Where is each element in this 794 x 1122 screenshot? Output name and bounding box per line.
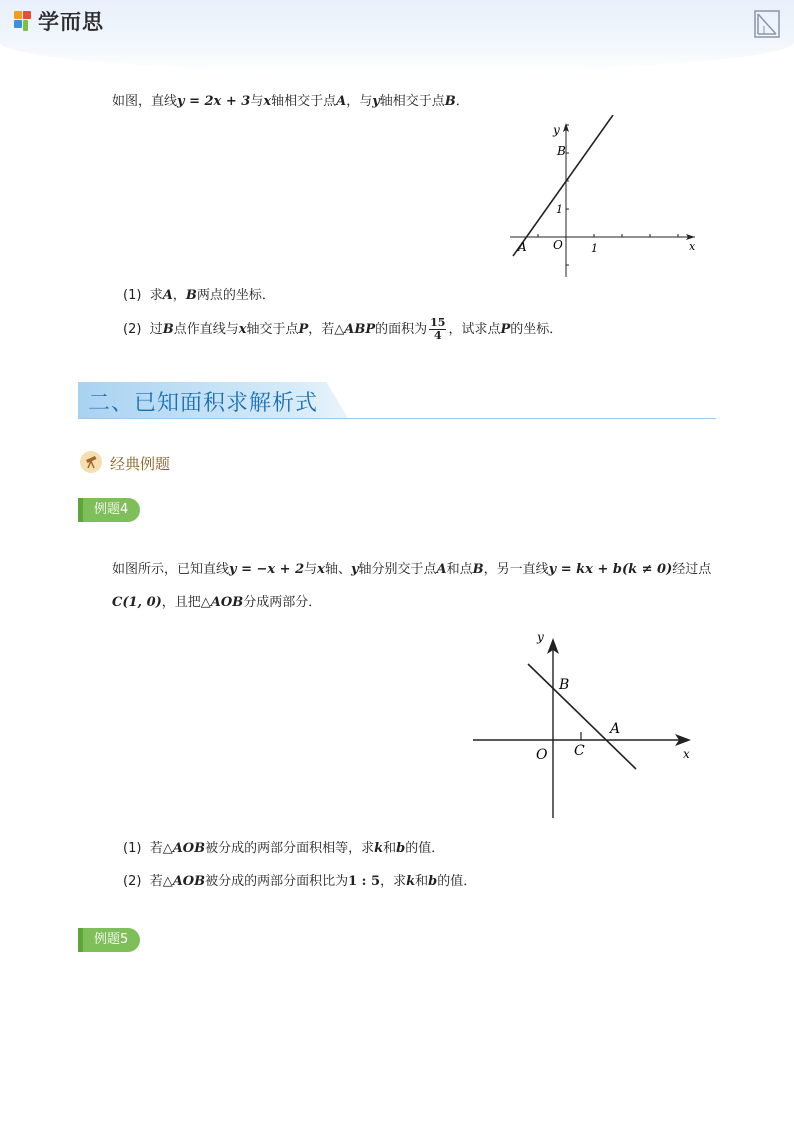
example5-tag: 例题5 [78, 928, 140, 952]
line-y-2x-3 [513, 115, 613, 256]
problem1-intro: 如图，直线y = 2x + 3与x轴相交于点A，与y轴相交于点B． [112, 94, 469, 109]
point-B-label: B [557, 144, 566, 158]
example4-question2: (2) 若△AOB被分成的两部分面积比为1 : 5，求k和b的值． [123, 874, 477, 889]
example4-statement-line2: C(1, 0)，且把△AOB分成两部分． [112, 595, 322, 610]
brand-name: 学而思 [38, 10, 104, 34]
ruler-triangle-icon [754, 10, 780, 38]
point-C-label: C [574, 743, 585, 759]
telescope-icon [80, 451, 102, 473]
section-title: 二、已知面积求解析式 [88, 391, 319, 416]
brand-logo [12, 6, 104, 36]
origin-label: O [553, 238, 563, 252]
x-axis-label: x [683, 747, 690, 761]
y-axis-label: y [537, 630, 544, 644]
page-header [0, 0, 794, 72]
example4-question1: (1) 若△AOB被分成的两部分面积相等，求k和b的值． [123, 841, 445, 856]
fraction-15-4: $\frac{15}{4}$ [430, 316, 446, 342]
point-A-label: A [610, 721, 621, 737]
point-A-label: A [518, 240, 527, 254]
problem1-question1: (1) 求A，B两点的坐标． [123, 288, 275, 303]
graph-line-y-minus-x-2 [470, 626, 700, 822]
classic-examples-label: 经典例题 [110, 455, 171, 473]
graph-line-y-2x-3 [505, 115, 705, 280]
tick-label-y-1: 1 [556, 203, 563, 216]
example4-tag: 例题4 [78, 498, 140, 522]
tick-label-x-1: 1 [591, 242, 598, 255]
x-axis-label: x [689, 240, 696, 253]
problem1-question2: (2) 过B点作直线与x轴交于点P，若△ABP的面积为 $\frac{15}{4}$ ，试求点P的坐标． [123, 316, 563, 342]
point-B-label: B [559, 677, 570, 693]
example4-statement-line1: 如图所示，已知直线y = −x + 2与x轴、y轴分别交于点A和点B，另一直线y = kx + b(k ≠ 0)经过点 [112, 562, 712, 577]
section-divider [78, 418, 716, 419]
logo-icon [12, 9, 34, 33]
y-axis-label: y [553, 123, 560, 137]
origin-label: O [536, 747, 548, 763]
